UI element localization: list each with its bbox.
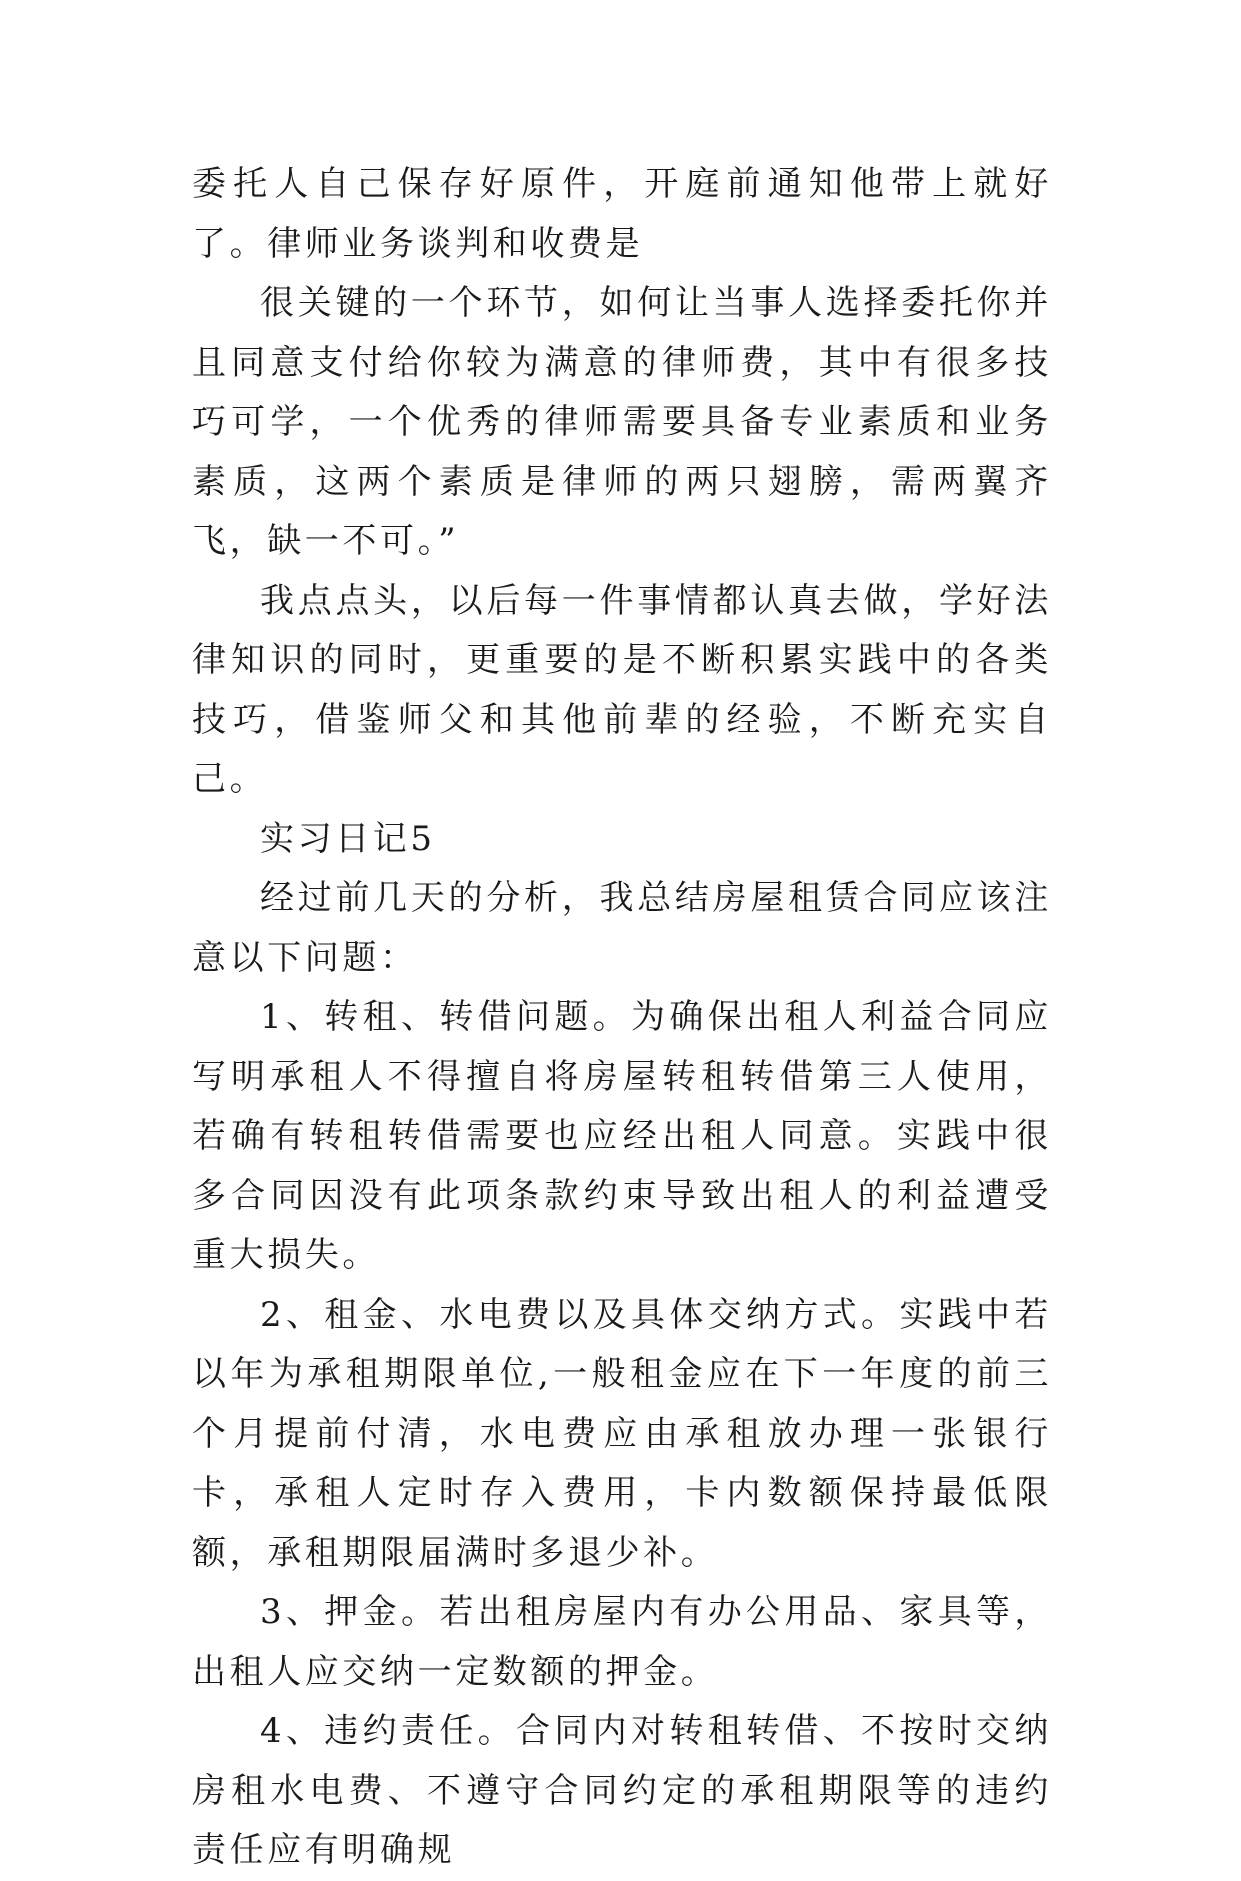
list-item: 4、违约责任。合同内对转租转借、不按时交纳房租水电费、不遵守合同约定的承租期限等的违约责任应有明确规 bbox=[192, 1711, 1052, 1870]
paragraph: 委托人自己保存好原件，开庭前通知他带上就好了。律师业务谈判和收费是 bbox=[192, 164, 1052, 264]
paragraph: 经过前几天的分析，我总结房屋租赁合同应该注意以下问题： bbox=[192, 878, 1052, 978]
paragraph: 我点点头，以后每一件事情都认真去做，学好法律知识的同时，更重要的是不断积累实践中的各类技巧，借鉴师父和其他前辈的经验，不断充实自己。 bbox=[192, 580, 1052, 799]
list-item: 2、租金、水电费以及具体交纳方式。实践中若以年为承租期限单位,一般租金应在下一年度的前三个月提前付清，水电费应由承租放办理一张银行卡，承租人定时存入费用，卡内数额保持最低限额，承租期限届满时多退少补。 bbox=[192, 1294, 1052, 1573]
document-body bbox=[192, 155, 1052, 1881]
section-heading: 实习日记5 bbox=[260, 818, 436, 859]
paragraph: 很关键的一个环节，如何让当事人选择委托你并且同意支付给你较为满意的律师费，其中有很多技巧可学，一个优秀的律师需要具备专业素质和业务素质，这两个素质是律师的两只翅膀，需两翼齐飞，缺一不可。” bbox=[192, 283, 1052, 561]
list-item: 1、转租、转借问题。为确保出租人利益合同应写明承租人不得擅自将房屋转租转借第三人使用，若确有转租转借需要也应经出租人同意。实践中很多合同因没有此项条款约束导致出租人的利益遭受重大损失。 bbox=[192, 997, 1052, 1275]
list-item: 3、押金。若出租房屋内有办公用品、家具等，出租人应交纳一定数额的押金。 bbox=[192, 1592, 1052, 1692]
